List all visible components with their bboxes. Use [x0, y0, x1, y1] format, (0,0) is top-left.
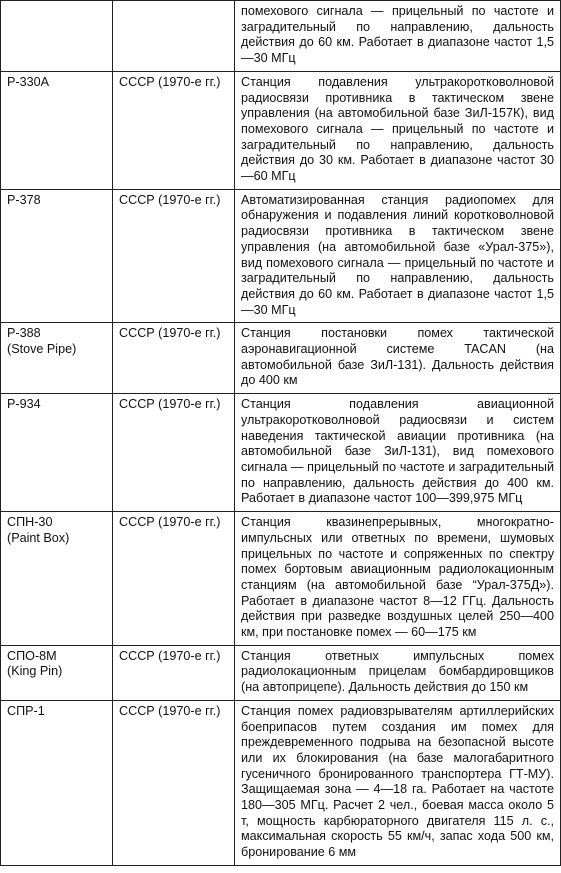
table-row: [1, 1, 561, 72]
table-row: [1, 71, 561, 189]
table-row: [1, 189, 561, 323]
equipment-description: Станция подавления авиационной ультракоротковолновой радиосвязи и систем наведения тактической авиации противника (на автомобильной базе ЗиЛ-131), вид помехового сигнала — прицельный по частоте и заградительный по направлению, дальность действия до 400 км. Работает в диапазоне частот 100—399,975 МГц: [235, 394, 561, 512]
table-row: [1, 645, 561, 700]
equipment-description: Автоматизированная станция радиопомех для обнаружения и подавления линий коротковолновой радиосвязи противника в тактическом звене управления (на автомобильной базе «Урал-375»), вид помехового сигнала — прицельный по частоте и заградительный по направлению, дальность действия до 60 км. Работает в диапазоне частот 1,5—30 МГц: [235, 189, 561, 323]
equipment-origin: [113, 1, 235, 72]
equipment-description: Станция ответных импульсных помех радиолокационным прицелам бомбардировщиков (на автоприцепе). Дальность действия до 150 км: [235, 645, 561, 700]
equipment-name: СПР-1: [1, 700, 113, 865]
equipment-name: СПО-8М (King Pin): [1, 645, 113, 700]
equipment-name: Р-378: [1, 189, 113, 323]
equipment-origin: СССР (1970-е гг.): [113, 189, 235, 323]
equipment-description: Станция квазинепрерывных, многократно-импульсных или ответных по времени, шумовых прицельных по частоте и сопряженных по спектру помех бортовым авиационным радиолокационным станциям (на автомобильной базе “Урал-375Д»). Работает в диапазоне частот 8—12 ГГц. Дальность действия при разведке воздушных целей 250—400 км, при постановке помех — 60—175 км: [235, 512, 561, 646]
table-row: [1, 394, 561, 512]
table-row: [1, 700, 561, 865]
equipment-description: Станция помех радиовзрывателям артиллерийских боеприпасов путем создания им помех для преждевременного подрыва на безопасной высоте или их блокирования (на базе малогабаритного гусеничного бронированного транспортера ГТ-МУ). Защищаемая зона — 4—18 га. Работает на частоте 180—305 МГц. Расчет 2 чел., боевая масса около 5 т, мощность карбюраторного двигателя 115 л. с., максимальная скорость 55 км/ч, запас хода 500 км, бронирование 6 мм: [235, 700, 561, 865]
equipment-origin: СССР (1970-е гг.): [113, 512, 235, 646]
equipment-origin: СССР (1970-е гг.): [113, 394, 235, 512]
table-row: [1, 512, 561, 646]
equipment-origin: СССР (1970-е гг.): [113, 323, 235, 394]
equipment-origin: СССР (1970-е гг.): [113, 645, 235, 700]
table-row: [1, 323, 561, 394]
equipment-name: [1, 1, 113, 72]
equipment-name: СПН-30 (Paint Box): [1, 512, 113, 646]
equipment-description: помехового сигнала — прицельный по частоте и заградительный по направлению, дальность действия до 60 км. Работает в диапазоне частот 1,5—30 МГц: [235, 1, 561, 72]
equipment-description: Станция постановки помех тактической аэронавигационной системе TACAN (на автомобильной базе ЗиЛ-131). Дальность действия до 400 км: [235, 323, 561, 394]
equipment-name: Р-934: [1, 394, 113, 512]
equipment-origin: СССР (1970-е гг.): [113, 700, 235, 865]
equipment-name: Р-330А: [1, 71, 113, 189]
equipment-name: Р-388 (Stove Pipe): [1, 323, 113, 394]
equipment-description: Станция подавления ультракоротковолновой радиосвязи противника в тактическом звене управления (на автомобильной базе ЗиЛ-157К), вид помехового сигнала — прицельный по частоте и заградительный по направлению, дальность действия до 30 км. Работает в диапазоне частот 30—60 МГц: [235, 71, 561, 189]
equipment-origin: СССР (1970-е гг.): [113, 71, 235, 189]
